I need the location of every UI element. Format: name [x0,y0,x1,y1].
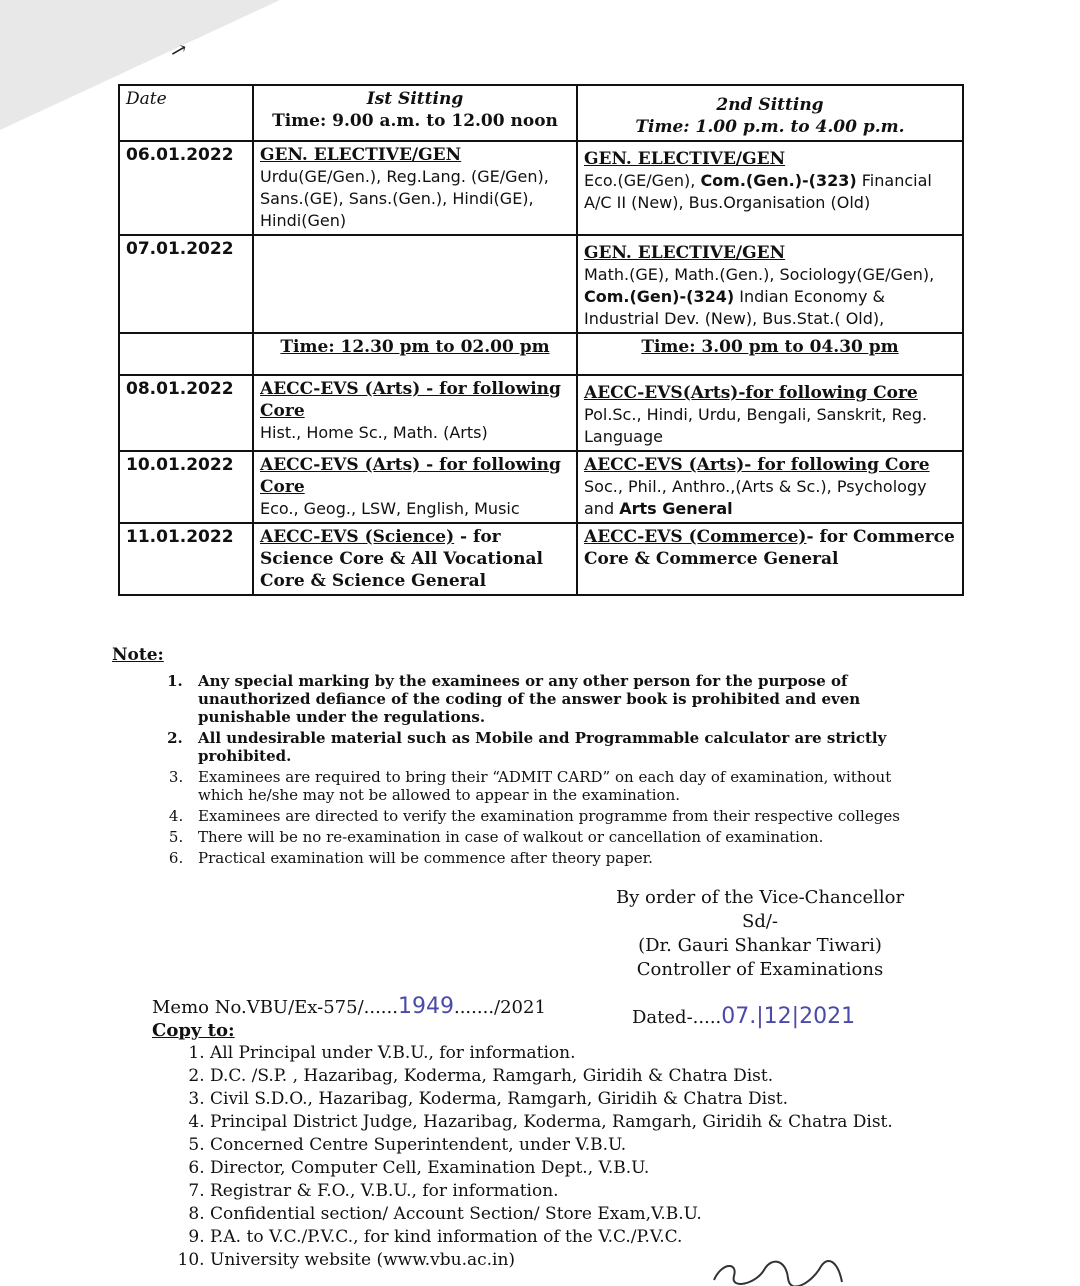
cell-body-text: Soc., Phil., Anthro.,(Arts & Sc.), Psychology and [584,477,927,518]
cell-body-text: Indian Economy & Industrial Dev. (New), Bus.Stat.( Old), [584,287,885,328]
row-date: 10.01.2022 [119,451,253,523]
memo-prefix: Memo No.VBU/Ex-575/...... [152,997,398,1018]
copy-to-label: Copy to: [152,1020,235,1041]
cell-heading: GEN. ELECTIVE/GEN [260,145,462,165]
list-item: 7. Registrar & F.O., V.B.U., for information. [210,1180,930,1203]
sitting-1-title: Ist Sitting [366,89,464,109]
pen-mark: → [165,35,192,65]
table-row [119,235,963,333]
list-item: 10. University website (www.vbu.ac.in) [210,1249,930,1272]
note-item: 3. Examinees are required to bring their “ADMIT CARD” on each day of examination, without which he/she may not be allowed to appear in the examination. [188,768,912,804]
row-sitting-2 [577,235,963,333]
notes-label: Note: [112,645,164,665]
time-row-empty [119,333,253,375]
row-sitting-2 [577,523,963,595]
row-sitting-1 [253,235,577,333]
table-row [119,141,963,235]
cell-heading: AECC-EVS (Science) [260,527,455,547]
list-item: 3. Civil S.D.O., Hazaribag, Koderma, Ramgarh, Giridih & Chatra Dist. [210,1088,930,1111]
row-date: 08.01.2022 [119,375,253,451]
header-date: Date [119,85,253,141]
list-item: 1. All Principal under V.B.U., for information. [210,1042,930,1065]
note-item: 1. Any special marking by the examinees or any other person for the purpose of unauthorized defiance of the coding of the answer book is prohibited and even punishable under the regulations. [188,672,912,726]
time-sitting-2-text: Time: 3.00 pm to 04.30 pm [641,337,899,357]
memo-number [152,994,546,1019]
table-row [119,451,963,523]
cell-body [584,264,956,330]
cell-body-bold: - for Science Core & All Vocational Core & Science General [260,527,544,591]
cell-heading: AECC-EVS (Arts) - for following Core [260,455,561,497]
cell-body: Urdu(GE/Gen.), Reg.Lang. (GE/Gen), Sans.(GE), Sans.(Gen.), Hindi(GE), Hindi(Gen) [260,167,549,230]
notes-section [112,646,912,870]
memo-handwritten-number: 1949 [397,994,454,1019]
notes-list [112,672,912,867]
dated-prefix: Dated-..... [632,1007,722,1028]
signature-block [600,886,920,982]
table-row [119,523,963,595]
row-sitting-2 [577,375,963,451]
note-item: 6. Practical examination will be commence after theory paper. [188,849,912,867]
row-sitting-1 [253,141,577,235]
row-date: 06.01.2022 [119,141,253,235]
signature-line: (Dr. Gauri Shankar Tiwari) [638,935,882,956]
cell-body-bold: Arts General [619,499,733,518]
cell-body-text: Math.(GE), Math.(Gen.), Sociology(GE/Gen), [584,265,935,284]
time-sitting-1 [253,333,577,375]
cell-body: Eco., Geog., LSW, English, Music [260,499,520,518]
cell-body: Pol.Sc., Hindi, Urdu, Bengali, Sanskrit, Reg. Language [584,405,928,446]
signature-line: Sd/- [742,911,778,932]
row-date: 11.01.2022 [119,523,253,595]
dated-handwritten: 07.|12|2021 [721,1004,856,1029]
sitting-2-time: Time: 1.00 p.m. to 4.00 p.m. [635,117,905,137]
row-sitting-2 [577,451,963,523]
cell-body-bold: Com.(Gen.)-(323) [700,171,857,190]
copy-list [150,1042,930,1272]
sitting-1-time: Time: 9.00 a.m. to 12.00 noon [272,111,558,131]
note-item: 5. There will be no re-examination in case of walkout or cancellation of examination. [188,828,912,846]
memo-date [632,1004,855,1029]
time-row [119,333,963,375]
cell-body [584,476,956,520]
cell-body-text: Eco.(GE/Gen), [584,171,701,190]
cell-body-bold: - for Commerce Core & Commerce General [584,527,955,569]
list-item: 8. Confidential section/ Account Section/ Store Exam,V.B.U. [210,1203,930,1226]
list-item: 4. Principal District Judge, Hazaribag, Koderma, Ramgarh, Giridih & Chatra Dist. [210,1111,930,1134]
handwritten-signature [708,1258,848,1286]
cell-body-bold: Com.(Gen)-(324) [584,287,735,306]
note-item: 4. Examinees are directed to verify the examination programme from their respective colleges [188,807,912,825]
cell-heading: AECC-EVS (Arts) - for following Core [260,379,561,421]
sitting-2-title: 2nd Sitting [716,95,824,115]
cell-heading: AECC-EVS (Arts)- for following Core [584,455,930,475]
signature-line: Controller of Examinations [636,959,884,980]
table-row [119,375,963,451]
cell-heading: GEN. ELECTIVE/GEN [584,243,786,263]
row-sitting-1 [253,451,577,523]
exam-schedule-table [118,84,964,596]
signature-line: By order of the Vice-Chancellor [615,887,905,908]
row-date: 07.01.2022 [119,235,253,333]
list-item: 2. D.C. /S.P. , Hazaribag, Koderma, Ramgarh, Giridih & Chatra Dist. [210,1065,930,1088]
row-sitting-1 [253,375,577,451]
header-sitting-1 [253,85,577,141]
cell-heading: AECC-EVS (Commerce) [584,527,807,547]
cell-heading: AECC-EVS(Arts)-for following Core [584,383,918,403]
list-item: 5. Concerned Centre Superintendent, under V.B.U. [210,1134,930,1157]
table-header-row [119,85,963,141]
cell-body: Hist., Home Sc., Math. (Arts) [260,423,488,442]
cell-heading: GEN. ELECTIVE/GEN [584,149,786,169]
row-sitting-2 [577,141,963,235]
note-item: 2. All undesirable material such as Mobile and Programmable calculator are strictly prohibited. [188,729,912,765]
time-sitting-1-text: Time: 12.30 pm to 02.00 pm [280,337,550,357]
list-item: 6. Director, Computer Cell, Examination Dept., V.B.U. [210,1157,930,1180]
cell-body-text: Financial A/C II (New), Bus.Organisation (Old) [584,171,932,212]
time-sitting-2 [577,333,963,375]
memo-suffix: ......./2021 [453,997,546,1018]
list-item: 9. P.A. to V.C./P.V.C., for kind information of the V.C./P.V.C. [210,1226,930,1249]
header-sitting-2 [577,85,963,141]
row-sitting-1 [253,523,577,595]
cell-body [584,170,956,214]
